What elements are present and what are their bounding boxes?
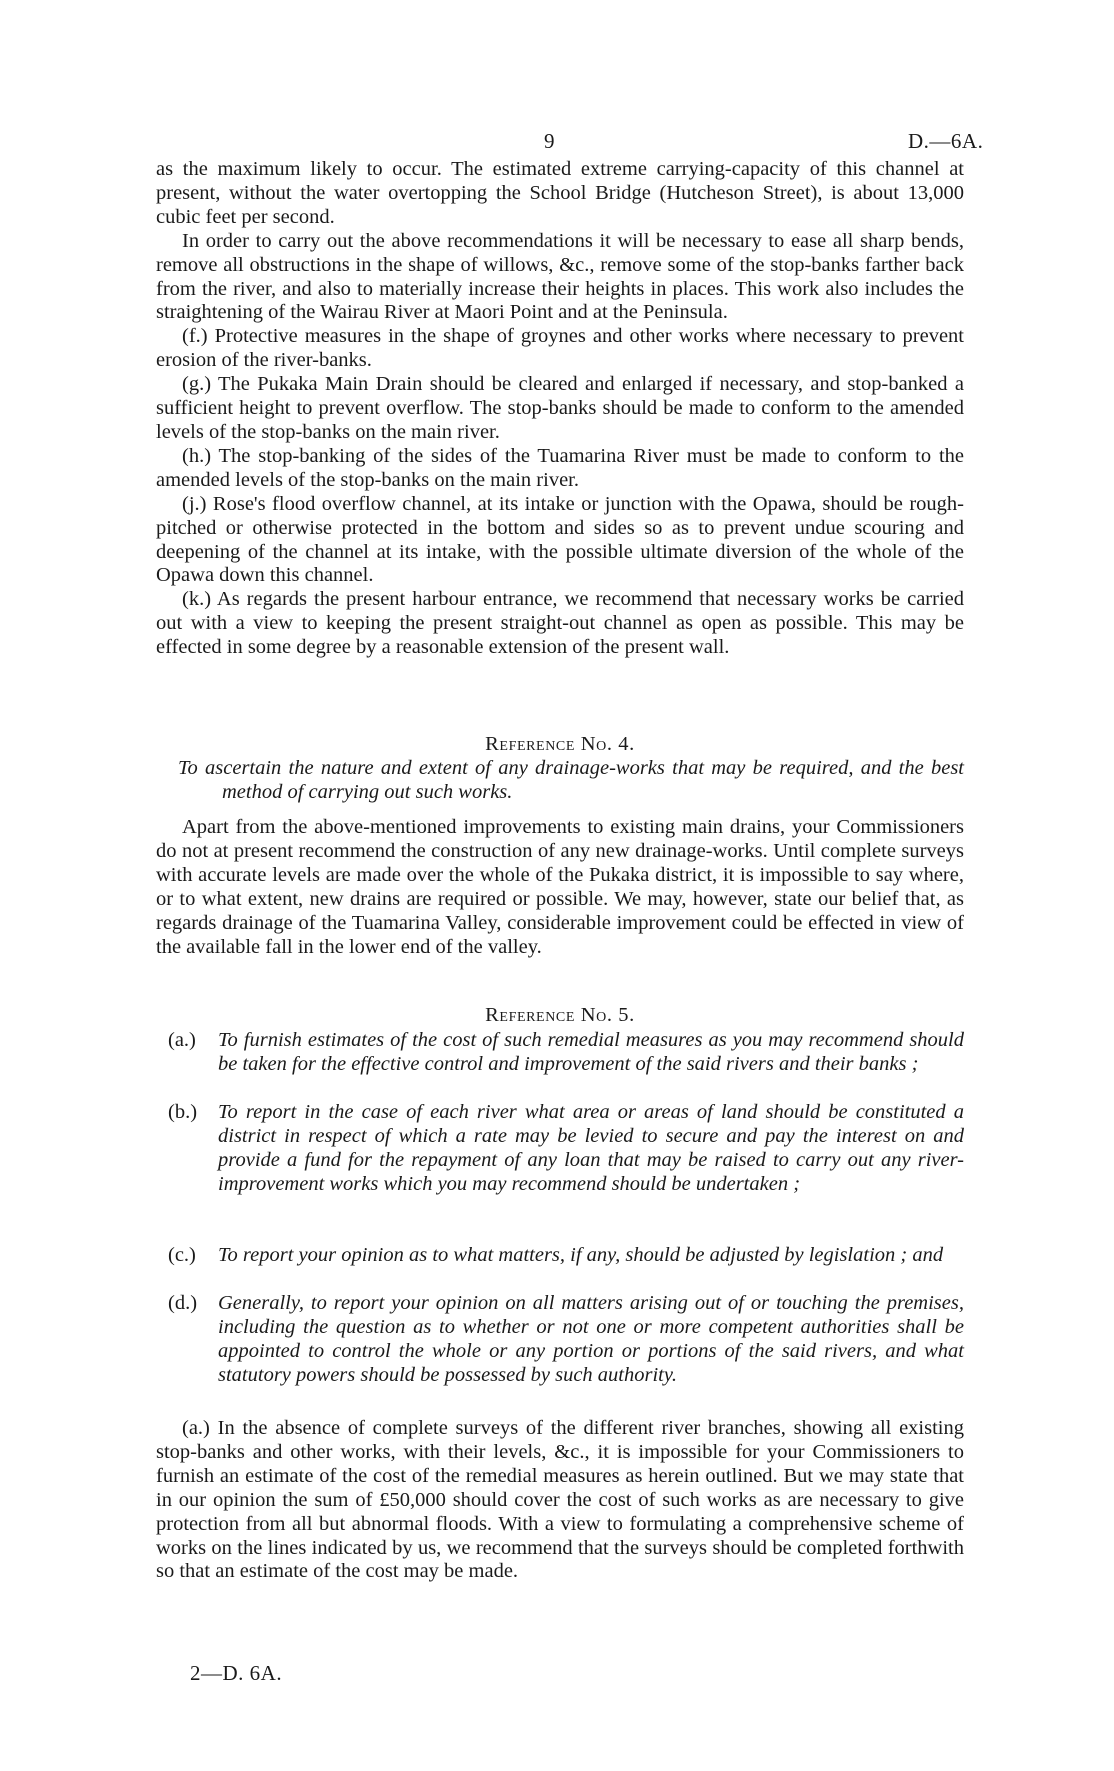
paragraph-continuation: as the maximum likely to occur. The estimated extreme carrying-capacity of this channel at present, without the water overtopping the School Bridge (Hutcheson Street), is about 13,000 cubic feet per second. bbox=[156, 158, 964, 228]
paragraph-j: (j.) Rose's flood overflow channel, at its intake or junction with the Opawa, should be rough-pitched or otherwise protected in the bottom and sides so as to prevent undue scouring and deepening of the channel at its intake, with the possible ultimate diversion of the whole of the Opawa down this channel. bbox=[156, 492, 964, 587]
answer-a-paragraph: (a.) In the absence of complete surveys of the different river branches, showing all existing stop-banks and other works, with their levels, &c., it is impossible for your Commissioners to furnish an estimate of the cost of the remedial measures as herein outlined. But we may state that in our opinion the sum of £50,000 should cover the cost of such works as are necessary to give protection from all but abnormal floods. With a view to formulating a comprehensive scheme of works on the lines indicated by us, we recommend that the surveys should be completed forthwith so that an estimate of the cost may be made. bbox=[156, 1417, 964, 1583]
continued-section bbox=[156, 158, 964, 660]
item-label: (a.) bbox=[168, 1029, 196, 1051]
item-text: Generally, to report your opinion on all matters arising out of or touching the premises, including the question as to whether or not one or more competent authorities shall be appointed to control the whole or any portion or portions of the said rivers, and what statutory powers should be possessed by such authority. bbox=[218, 1292, 964, 1386]
reference-5-item-d bbox=[168, 1292, 964, 1388]
reference-5-heading: Reference No. 5. bbox=[485, 1004, 635, 1026]
reference-5-item-b bbox=[168, 1101, 964, 1197]
reference-4-heading: Reference No. 4. bbox=[485, 733, 635, 755]
paragraph-h: (h.) The stop-banking of the sides of the Tuamarina River must be made to conform to the amended levels of the stop-banks on the main river. bbox=[156, 444, 964, 491]
item-text: To furnish estimates of the cost of such remedial measures as you may recommend should be taken for the effective control and improvement of the said rivers and their banks ; bbox=[218, 1029, 964, 1075]
paragraph-recommendations: In order to carry out the above recommendations it will be necessary to ease all sharp bends, remove all obstructions in the shape of willows, &c., remove some of the stop-banks farther back from the river, and also to materially increase their heights in places. This work also includes the straightening of the Wairau River at Maori Point and at the Peninsula. bbox=[156, 229, 964, 324]
reference-5-item-a bbox=[168, 1029, 964, 1077]
paragraph-f: (f.) Protective measures in the shape of groynes and other works where necessary to prevent erosion of the river-banks. bbox=[156, 325, 964, 372]
item-label: (b.) bbox=[168, 1101, 198, 1123]
page-number: 9 bbox=[544, 129, 555, 153]
item-text: To report in the case of each river what area or areas of land should be constituted a district in respect of which a rate may be levied to secure and pay the interest on and provide a fund for the repayment of any loan that may be raised to carry out any river-improvement works which you may recommend should be undertaken ; bbox=[218, 1101, 964, 1195]
reference-4-body bbox=[156, 816, 964, 959]
reference-4-terms bbox=[156, 757, 964, 805]
signature-mark: 2—D. 6A. bbox=[190, 1661, 283, 1685]
paragraph-k: (k.) As regards the present harbour entrance, we recommend that necessary works be carried out with a view to keeping the present straight-out channel as open as possible. This may be effected in some degree by a reasonable extension of the present wall. bbox=[156, 588, 964, 659]
item-label: (c.) bbox=[168, 1244, 196, 1266]
document-reference: D.—6A. bbox=[908, 129, 984, 153]
item-text: To report your opinion as to what matters, if any, should be adjusted by legislation ; and bbox=[218, 1244, 944, 1266]
reference-4-paragraph: Apart from the above-mentioned improvements to existing main drains, your Commissioners do not at present recommend the construction of any new drainage-works. Until complete surveys with accurate levels are made over the whole of the Pukaka district, it is impossible to say where, or to what extent, new drains are required or possible. We may, however, state our belief that, as regards drainage of the Tuamarina Valley, considerable improvement could be effected in view of the available fall in the lower end of the valley. bbox=[156, 816, 964, 958]
paragraph-g: (g.) The Pukaka Main Drain should be cleared and enlarged if necessary, and stop-banked a sufficient height to prevent overflow. The stop-banks should be made to conform to the amended levels of the stop-banks on the main river. bbox=[156, 373, 964, 443]
reference-5-answer bbox=[156, 1417, 964, 1584]
reference-4-terms-text: To ascertain the nature and extent of any drainage-works that may be required, and the best method of carrying out such works. bbox=[178, 757, 964, 803]
item-label: (d.) bbox=[168, 1292, 198, 1314]
reference-5-item-c bbox=[168, 1244, 964, 1268]
